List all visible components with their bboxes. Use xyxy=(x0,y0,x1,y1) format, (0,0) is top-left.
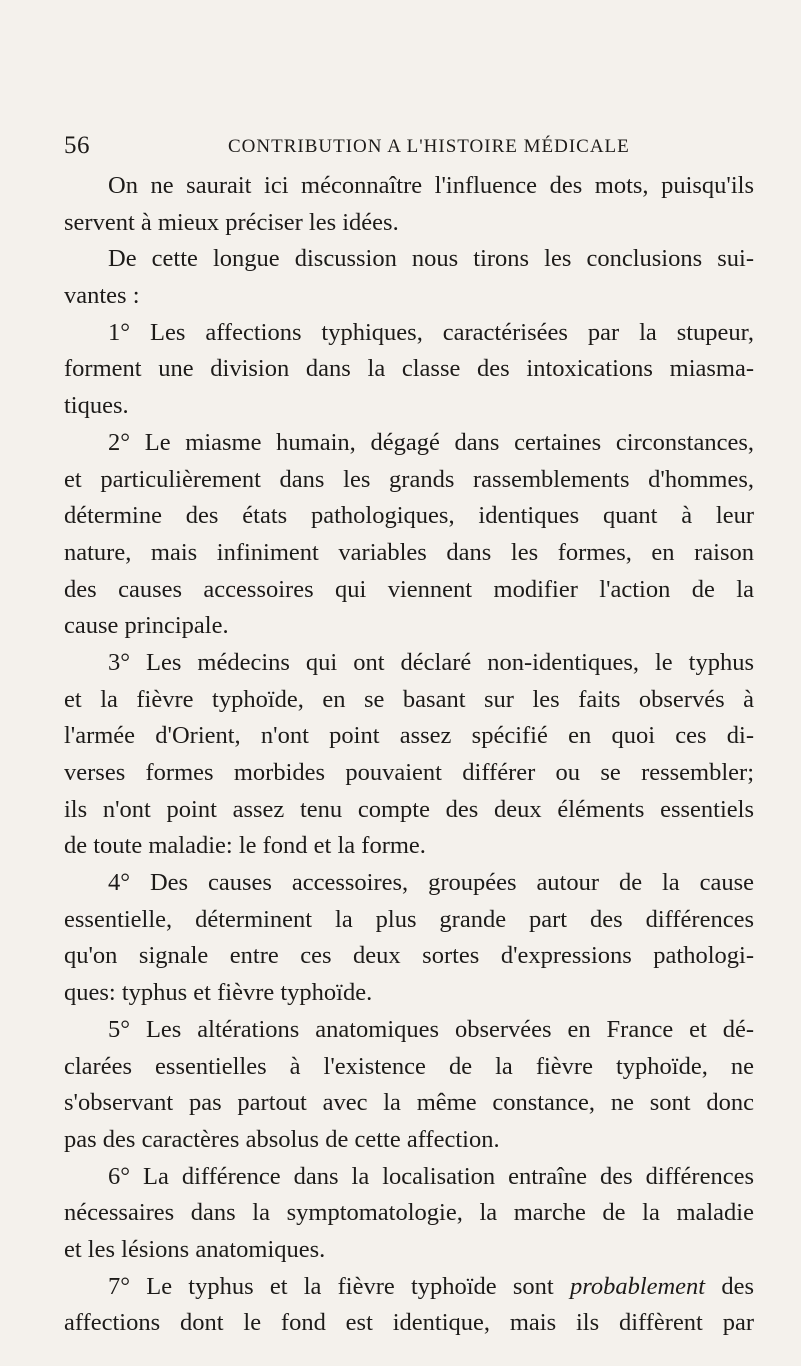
text-line: nécessaires dans la symptomatologie, la marche de la maladie xyxy=(64,1199,754,1227)
text-line: 4° Des causes accessoires, groupées autour de la cause xyxy=(108,869,754,897)
text-line: l'armée d'Orient, n'ont point assez spécifié en quoi ces di- xyxy=(64,722,754,750)
running-head xyxy=(64,132,754,164)
text-line: forment une division dans la classe des intoxications miasma- xyxy=(64,355,754,383)
text-line: 5° Les altérations anatomiques observées en France et dé- xyxy=(108,1015,754,1043)
text-line: et les lésions anatomiques. xyxy=(64,1235,326,1263)
text-line: tiques. xyxy=(64,392,129,420)
text-line: détermine des états pathologiques, identiques quant à leur xyxy=(64,502,754,530)
text-line: servent à mieux préciser les idées. xyxy=(64,208,399,236)
text-line: verses formes morbides pouvaient différer ou se ressembler; xyxy=(64,759,754,786)
body-text xyxy=(64,168,754,1342)
text-line: nature, mais infiniment variables dans les formes, en raison xyxy=(64,538,754,566)
text-line: qu'on signale entre ces deux sortes d'expressions pathologi- xyxy=(64,942,754,970)
text-line: pas des caractères absolus de cette affection. xyxy=(64,1125,500,1153)
text-line: ques: typhus et fièvre typhoïde. xyxy=(64,979,373,1007)
text-segment: des xyxy=(705,1272,754,1300)
text-line-with-emphasis xyxy=(64,1269,754,1306)
text-line: essentielle, déterminent la plus grande part des différences xyxy=(64,905,754,933)
text-line: vantes : xyxy=(64,282,140,310)
header-title: CONTRIBUTION A L'HISTOIRE MÉDICALE xyxy=(228,136,630,157)
text-line: et particulièrement dans les grands rassemblements d'hommes, xyxy=(64,465,754,493)
text-line: De cette longue discussion nous tirons les conclusions sui- xyxy=(108,245,754,273)
text-line: des causes accessoires qui viennent modifier l'action de la xyxy=(64,575,754,603)
text-line: 2° Le miasme humain, dégagé dans certaines circonstances, xyxy=(108,428,754,456)
emphasized-word: probablement xyxy=(569,1272,706,1300)
text-line: ils n'ont point assez tenu compte des deux éléments essentiels xyxy=(64,795,754,823)
text-line: 3° Les médecins qui ont déclaré non-identiques, le typhus xyxy=(108,648,754,676)
text-segment: 7° Le typhus et la fièvre typhoïde sont xyxy=(108,1272,570,1300)
text-line: 6° La différence dans la localisation entraîne des différences xyxy=(108,1162,754,1190)
text-line: clarées essentielles à l'existence de la fièvre typhoïde, ne xyxy=(64,1052,754,1080)
text-line: 1° Les affections typhiques, caractérisées par la stupeur, xyxy=(108,318,754,346)
text-line: On ne saurait ici méconnaître l'influence des mots, puisqu'ils xyxy=(108,172,754,199)
text-line: de toute maladie: le fond et la forme. xyxy=(64,832,426,860)
text-line: affections dont le fond est identique, mais ils diffèrent par xyxy=(64,1309,754,1337)
page-number: 56 xyxy=(64,132,90,159)
text-line: s'observant pas partout avec la même constance, ne sont donc xyxy=(64,1089,754,1117)
text-line: cause principale. xyxy=(64,612,229,640)
text-line: et la fièvre typhoïde, en se basant sur les faits observés à xyxy=(64,685,754,713)
